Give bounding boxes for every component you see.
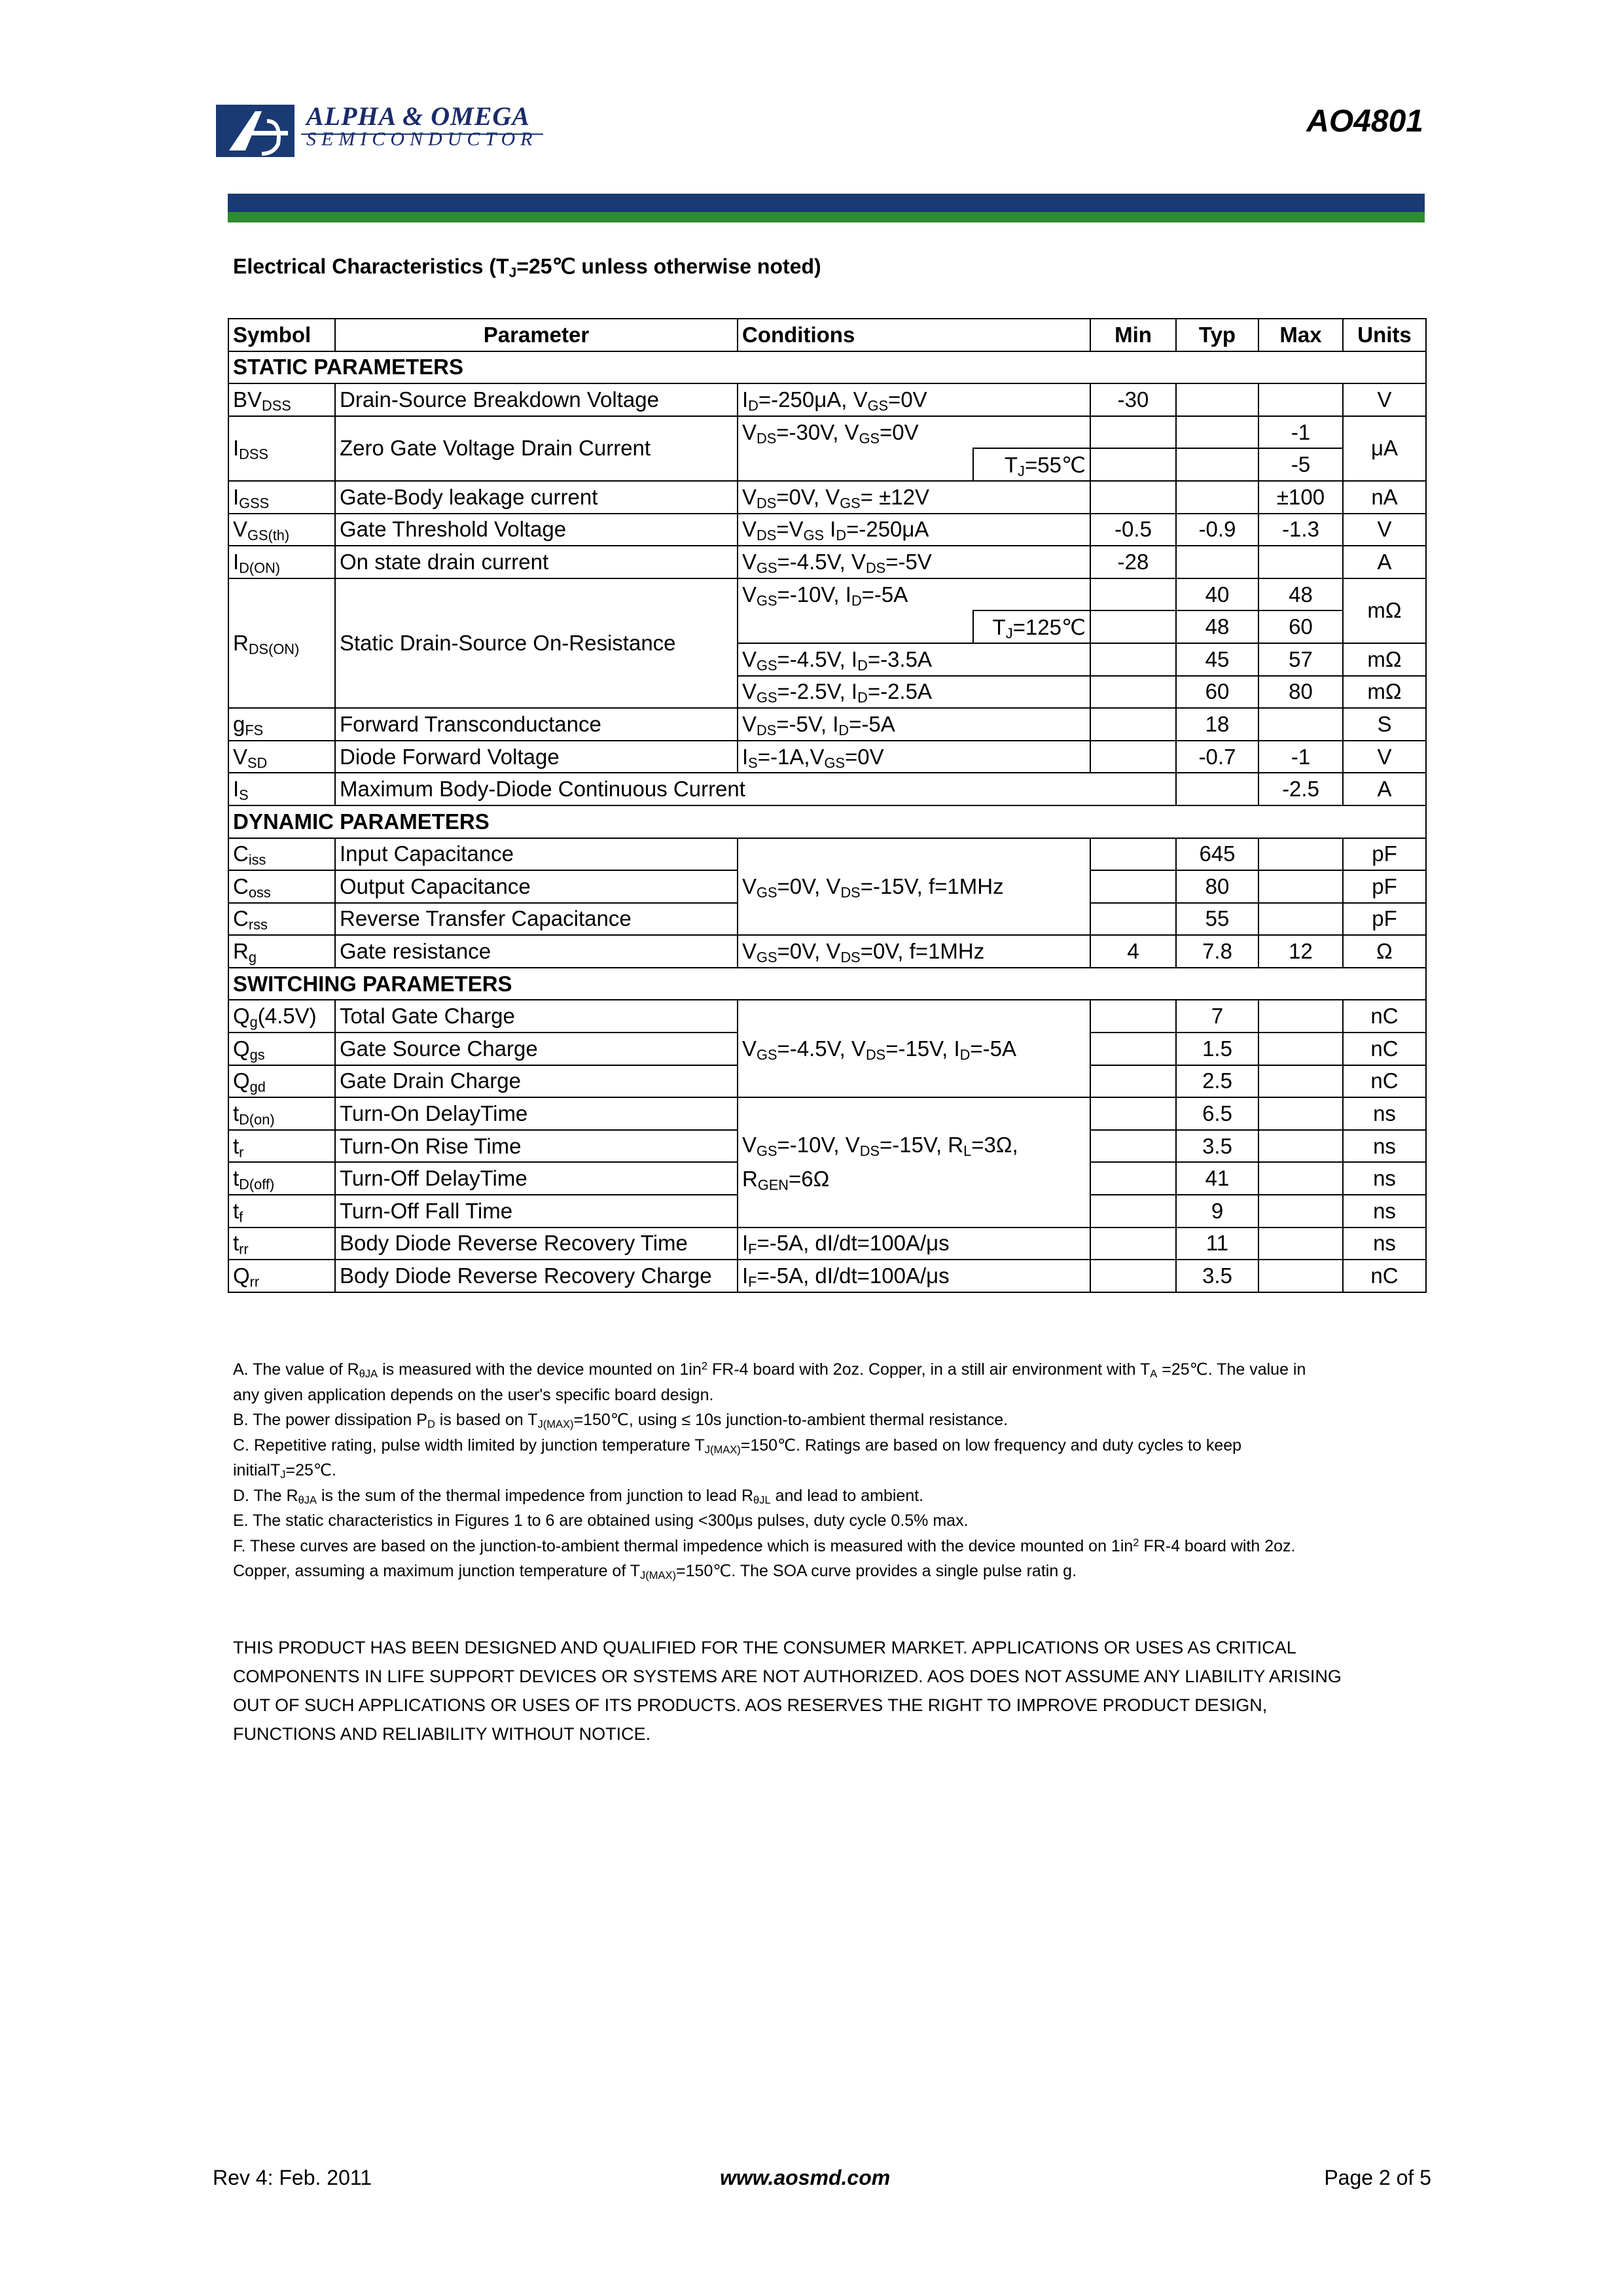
typ-cell: -0.7 xyxy=(1176,741,1258,773)
max-cell: -1.3 xyxy=(1258,514,1343,546)
conditions-cell: $V_{DS}=V_{GS}$ $I_D=-250\mu A$ xyxy=(738,514,1090,546)
symbol-cell: $Q_{gs}$ xyxy=(228,1033,335,1065)
units-cell: ns xyxy=(1343,1130,1426,1163)
conditions-cell: $V_{GS}=-4.5V$, $V_{DS}=-5V$ xyxy=(738,546,1090,578)
group-row xyxy=(228,968,1426,1000)
table-row xyxy=(228,935,1426,968)
parameter-cell: Gate Threshold Voltage xyxy=(335,514,738,546)
header-symbol: Symbol xyxy=(228,319,335,351)
note-b: B. The power dissipation $P_D$ is based on $T_{J(MAX)}=150℃$, using ≤ 10s junction-to-ambient thermal resistance. xyxy=(233,1411,1008,1431)
electrical-characteristics-table xyxy=(228,318,1427,1293)
typ-cell: 45 xyxy=(1176,643,1258,676)
group-dynamic: DYNAMIC PARAMETERS xyxy=(228,805,1426,838)
parameter-cell: Output Capacitance xyxy=(335,870,738,903)
section-title: Electrical Characteristics ($T_J=25℃$ unless otherwise noted) xyxy=(233,255,821,281)
table-row xyxy=(228,773,1426,805)
symbol-cell: $I_{GSS}$ xyxy=(228,481,335,514)
min-cell: -28 xyxy=(1090,546,1176,578)
symbol-cell: $V_{GS(th)}$ xyxy=(228,514,335,546)
units-cell: Ω xyxy=(1343,935,1426,968)
conditions-cell: $I_D=-250\mu A$, $V_{GS}=0V$ xyxy=(738,383,1090,416)
typ-cell: 645 xyxy=(1176,838,1258,871)
tj-condition-cell: $T_J=125℃$ xyxy=(973,610,1090,643)
max-cell: 60 xyxy=(1258,610,1343,643)
parameter-cell: Body Diode Reverse Recovery Charge xyxy=(335,1260,738,1292)
disclaimer-line: COMPONENTS IN LIFE SUPPORT DEVICES OR SYSTEMS ARE NOT AUTHORIZED. AOS DOES NOT ASSUME ANY LIABILITY ARISING xyxy=(233,1667,1342,1686)
units-cell: S xyxy=(1343,708,1426,741)
note-a-cont: any given application depends on the user's specific board design. xyxy=(233,1385,714,1404)
conditions-cell: $V_{GS}=0V$, $V_{DS}=0V$, f=1MHz xyxy=(738,935,1090,968)
header-max: Max xyxy=(1258,319,1343,351)
units-cell: nC xyxy=(1343,1033,1426,1065)
units-cell: mΩ xyxy=(1343,643,1426,676)
header-typ: Typ xyxy=(1176,319,1258,351)
symbol-cell: $I_{D(ON)}$ xyxy=(228,546,335,578)
units-cell: nC xyxy=(1343,1065,1426,1098)
parameter-cell: Maximum Body-Diode Continuous Current xyxy=(335,773,1090,805)
typ-cell: 2.5 xyxy=(1176,1065,1258,1098)
conditions-cell: $I_F=-5A$, dI/dt=100A/μs xyxy=(738,1260,1090,1292)
note-f: F. These curves are based on the junction-to-ambient thermal impedence which is measured with the device mounted on $1in^2$ FR-4 board with 2oz. xyxy=(233,1536,1296,1555)
parameter-cell: Body Diode Reverse Recovery Time xyxy=(335,1227,738,1260)
conditions-cell: $V_{GS}=-4.5V$, $I_D=-3.5A$ xyxy=(738,643,1090,676)
typ-cell: 48 xyxy=(1176,610,1258,643)
table-row xyxy=(228,708,1426,741)
typ-cell: 80 xyxy=(1176,870,1258,903)
conditions-cell: $V_{GS}=-4.5V$, $V_{DS}=-15V$, $I_D=-5A$ xyxy=(738,1000,1090,1097)
group-row xyxy=(228,351,1426,384)
units-cell: ns xyxy=(1343,1097,1426,1130)
units-cell: mΩ xyxy=(1343,676,1426,709)
units-cell: nA xyxy=(1343,481,1426,514)
disclaimer-line: OUT OF SUCH APPLICATIONS OR USES OF ITS PRODUCTS. AOS RESERVES THE RIGHT TO IMPROVE PRODUCT DESIGN, xyxy=(233,1695,1268,1715)
note-f-cont: Copper, assuming a maximum junction temperature of $T_{J(MAX)}=150℃$. The SOA curve provides a single pulse ratin g. xyxy=(233,1562,1077,1582)
header-units: Units xyxy=(1343,319,1426,351)
parameter-cell: On state drain current xyxy=(335,546,738,578)
symbol-cell: $Q_g(4.5V)$ xyxy=(228,1000,335,1033)
conditions-cell: $V_{DS}=-30V$, $V_{GS}=0V$ xyxy=(738,416,1090,449)
max-cell: -1 xyxy=(1258,741,1343,773)
parameter-cell: Turn-Off DelayTime xyxy=(335,1162,738,1195)
parameter-cell: Static Drain-Source On-Resistance xyxy=(335,578,738,708)
part-number: AO4801 xyxy=(1306,104,1423,139)
units-cell: ns xyxy=(1343,1227,1426,1260)
min-cell: -30 xyxy=(1090,383,1176,416)
typ-cell: 7 xyxy=(1176,1000,1258,1033)
parameter-cell: Drain-Source Breakdown Voltage xyxy=(335,383,738,416)
units-cell: V xyxy=(1343,514,1426,546)
typ-cell: 60 xyxy=(1176,676,1258,709)
symbol-cell: $t_{D(off)}$ xyxy=(228,1162,335,1195)
max-cell: 80 xyxy=(1258,676,1343,709)
units-cell: pF xyxy=(1343,903,1426,936)
conditions-cell: $I_S=-1A,V_{GS}=0V$ xyxy=(738,741,1090,773)
disclaimer-line: FUNCTIONS AND RELIABILITY WITHOUT NOTICE. xyxy=(233,1724,651,1744)
symbol-cell: $Q_{gd}$ xyxy=(228,1065,335,1098)
table-row xyxy=(228,838,1426,871)
units-cell: V xyxy=(1343,383,1426,416)
max-cell: -2.5 xyxy=(1258,773,1343,805)
table-row xyxy=(228,416,1426,449)
typ-cell: 6.5 xyxy=(1176,1097,1258,1130)
parameter-cell: Gate-Body leakage current xyxy=(335,481,738,514)
parameter-cell: Reverse Transfer Capacitance xyxy=(335,903,738,936)
symbol-cell: $t_f$ xyxy=(228,1195,335,1227)
typ-cell: 7.8 xyxy=(1176,935,1258,968)
units-cell: A xyxy=(1343,546,1426,578)
symbol-cell: $I_{DSS}$ xyxy=(228,416,335,481)
max-cell: 12 xyxy=(1258,935,1343,968)
note-a: A. The value of $R_{\theta JA}$ is measured with the device mounted on $1in^2$ FR-4 board with 2oz. Copper, in a still air environment with $T_A$ =25℃. The value in xyxy=(233,1360,1306,1381)
header-band-green xyxy=(228,212,1425,222)
table-row xyxy=(228,1260,1426,1292)
parameter-cell: Turn-On DelayTime xyxy=(335,1097,738,1130)
brand-subtitle: SEMICONDUCTOR xyxy=(306,128,538,150)
typ-cell: 55 xyxy=(1176,903,1258,936)
max-cell: -5 xyxy=(1258,448,1343,481)
parameter-cell: Zero Gate Voltage Drain Current xyxy=(335,416,738,481)
typ-cell: 41 xyxy=(1176,1162,1258,1195)
units-cell: nC xyxy=(1343,1000,1426,1033)
parameter-cell: Gate Source Charge xyxy=(335,1033,738,1065)
typ-cell: 3.5 xyxy=(1176,1130,1258,1163)
header-parameter: Parameter xyxy=(335,319,738,351)
note-e: E. The static characteristics in Figures 1 to 6 are obtained using <300μs pulses, duty cycle 0.5% max. xyxy=(233,1511,969,1530)
units-cell: pF xyxy=(1343,838,1426,871)
parameter-cell: Diode Forward Voltage xyxy=(335,741,738,773)
table-row xyxy=(228,741,1426,773)
symbol-cell: $t_r$ xyxy=(228,1130,335,1163)
conditions-cell: $V_{GS}=-10V$, $I_D=-5A$ xyxy=(738,578,1090,611)
group-switching: SWITCHING PARAMETERS xyxy=(228,968,1426,1000)
max-cell: -1 xyxy=(1258,416,1343,449)
units-cell: A xyxy=(1343,773,1426,805)
table-row xyxy=(228,1227,1426,1260)
website-link[interactable]: www.aosmd.com xyxy=(720,2166,891,2189)
units-cell: V xyxy=(1343,741,1426,773)
min-cell: 4 xyxy=(1090,935,1176,968)
min-cell: -0.5 xyxy=(1090,514,1176,546)
units-cell: mΩ xyxy=(1343,578,1426,643)
symbol-cell: $R_{DS(ON)}$ xyxy=(228,578,335,708)
header-band-blue xyxy=(228,194,1425,212)
parameter-cell: Forward Transconductance xyxy=(335,708,738,741)
symbol-cell: $C_{rss}$ xyxy=(228,903,335,936)
units-cell: ns xyxy=(1343,1162,1426,1195)
typ-cell: 40 xyxy=(1176,578,1258,611)
symbol-cell: $C_{oss}$ xyxy=(228,870,335,903)
conditions-cell: $V_{GS}=0V$, $V_{DS}=-15V$, f=1MHz xyxy=(738,838,1090,936)
units-cell: μA xyxy=(1343,416,1426,481)
table-row xyxy=(228,481,1426,514)
conditions-cell: $V_{DS}=0V$, $V_{GS}= \pm 12V$ xyxy=(738,481,1090,514)
typ-cell: 1.5 xyxy=(1176,1033,1258,1065)
units-cell: nC xyxy=(1343,1260,1426,1292)
table-row xyxy=(228,1000,1426,1033)
table-row xyxy=(228,514,1426,546)
note-d: D. The $R_{\theta JA}$ is the sum of the thermal impedence from junction to lead $R_{\theta JL}$ and lead to ambient. xyxy=(233,1486,924,1506)
disclaimer xyxy=(233,1633,1431,1748)
units-cell: pF xyxy=(1343,870,1426,903)
units-cell: ns xyxy=(1343,1195,1426,1227)
table-header-row xyxy=(228,319,1426,351)
conditions-cell: $V_{DS}=-5V$, $I_D=-5A$ xyxy=(738,708,1090,741)
parameter-cell: Gate Drain Charge xyxy=(335,1065,738,1098)
symbol-cell: $V_{SD}$ xyxy=(228,741,335,773)
parameter-cell: Total Gate Charge xyxy=(335,1000,738,1033)
disclaimer-line: THIS PRODUCT HAS BEEN DESIGNED AND QUALIFIED FOR THE CONSUMER MARKET. APPLICATIONS OR USES AS CRITICAL xyxy=(233,1638,1296,1657)
conditions-cell: $I_F=-5A$, dI/dt=100A/μs xyxy=(738,1227,1090,1260)
table-row xyxy=(228,383,1426,416)
note-c-cont: initialT$_J$=25℃. xyxy=(233,1461,336,1481)
group-static: STATIC PARAMETERS xyxy=(228,351,1426,384)
typ-cell: 3.5 xyxy=(1176,1260,1258,1292)
typ-cell: 9 xyxy=(1176,1195,1258,1227)
note-c: C. Repetitive rating, pulse width limited by junction temperature $T_{J(MAX)}=150℃$. Ratings are based on low frequency and duty cycles to keep xyxy=(233,1436,1242,1456)
parameter-cell: Turn-On Rise Time xyxy=(335,1130,738,1163)
typ-cell: -0.9 xyxy=(1176,514,1258,546)
conditions-cell: $V_{GS}=-10V$, $V_{DS}=-15V$, $R_L=3\Omega$, $R_{GEN}=6\Omega$ xyxy=(738,1097,1090,1227)
header-min: Min xyxy=(1090,319,1176,351)
table-row xyxy=(228,578,1426,611)
footnotes xyxy=(233,1357,1431,1584)
symbol-cell: $Q_{rr}$ xyxy=(228,1260,335,1292)
page-number: Page 2 of 5 xyxy=(1324,2166,1431,2189)
parameter-cell: Input Capacitance xyxy=(335,838,738,871)
tj-condition-cell: $T_J=55℃$ xyxy=(973,448,1090,481)
symbol-cell: $R_g$ xyxy=(228,935,335,968)
conditions-cell: $V_{GS}=-2.5V$, $I_D=-2.5A$ xyxy=(738,676,1090,709)
parameter-cell: Turn-Off Fall Time xyxy=(335,1195,738,1227)
max-cell: 57 xyxy=(1258,643,1343,676)
symbol-cell: $g_{FS}$ xyxy=(228,708,335,741)
max-cell: 48 xyxy=(1258,578,1343,611)
typ-cell: 11 xyxy=(1176,1227,1258,1260)
symbol-cell: $C_{iss}$ xyxy=(228,838,335,871)
max-cell: ±100 xyxy=(1258,481,1343,514)
symbol-cell: $I_S$ xyxy=(228,773,335,805)
typ-cell: 18 xyxy=(1176,708,1258,741)
table-row xyxy=(228,1097,1426,1130)
parameter-cell: Gate resistance xyxy=(335,935,738,968)
symbol-cell: $t_{rr}$ xyxy=(228,1227,335,1260)
group-row xyxy=(228,805,1426,838)
table-row xyxy=(228,546,1426,578)
symbol-cell: $t_{D(on)}$ xyxy=(228,1097,335,1130)
revision-label: Rev 4: Feb. 2011 xyxy=(213,2166,372,2189)
symbol-cell: $BV_{DSS}$ xyxy=(228,383,335,416)
brand-name: ALPHA & OMEGA xyxy=(306,101,530,131)
header-conditions: Conditions xyxy=(738,319,1090,351)
